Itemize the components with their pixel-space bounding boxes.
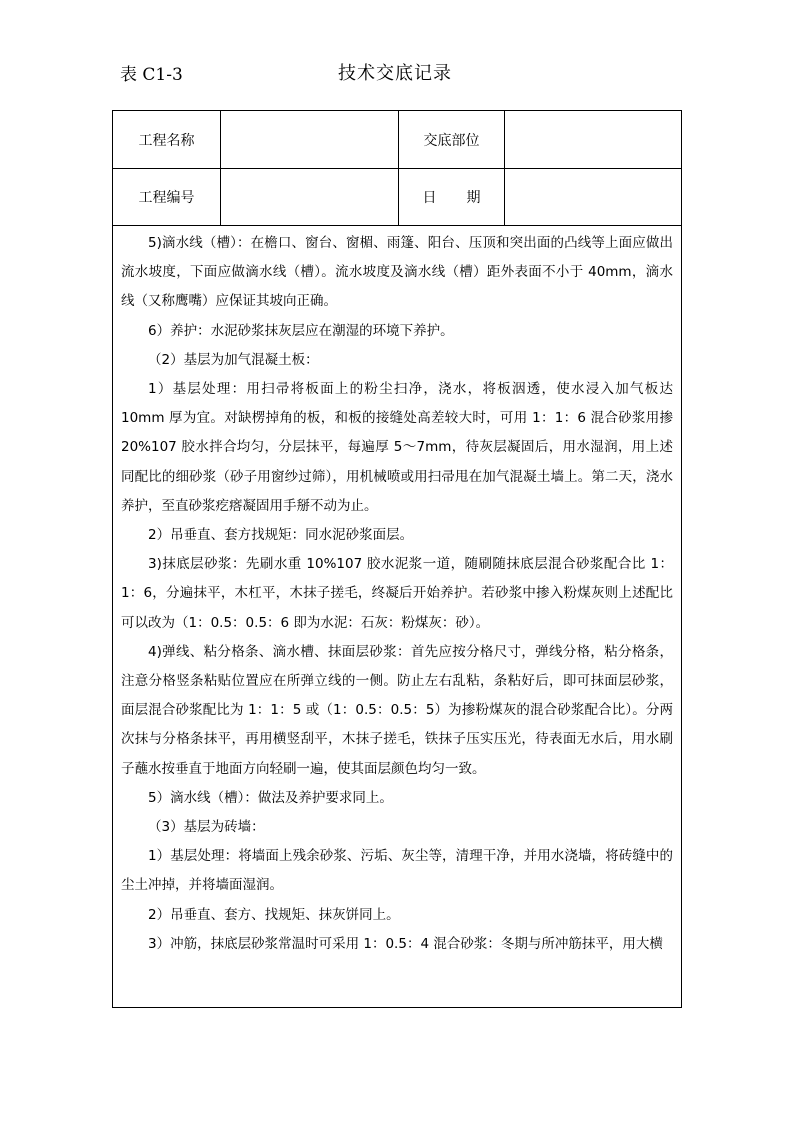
project-name-field[interactable] [221,111,399,168]
header-row-2 [113,168,681,226]
date-field[interactable] [505,168,681,225]
date-label-text: 日期 [422,189,511,206]
project-number-label: 工程编号 [113,168,221,225]
header-row-1 [113,111,681,169]
location-label: 交底部位 [399,111,505,168]
document-title: 技术交底记录 [338,63,452,84]
paragraph: （3）基层为砖墙： [148,819,265,836]
paragraph: 5)滴水线（槽）：在檐口、窗台、窗楣、雨篷、阳台、压顶和突出面的凸线等上面应做出流水坡度，下面应做滴水线（槽）。流水坡度及滴水线（槽）距外表面不小于 40mm，滴水线（又称鹰嘴）应保证其坡向正确。 [121,235,673,310]
paragraph: 1）基层处理：用扫帚将板面上的粉尘扫净，浇水，将板洇透，使水浸入加气板达 10mm 厚为宜。对缺楞掉角的板，和板的接缝处高差较大时，可用 1：1：6 混合砂浆用掺 20%107 胶水拌合均匀，分层抹平，每遍厚 5～7mm，待灰层凝固后，用水湿润，用上述同配比的细砂浆（砂子用窗纱过筛），用机械喷或用扫帚甩在加气混凝土墙上。第二天，浇水养护，至直砂浆疙瘩凝固用手掰不动为止。 [121,381,673,514]
paragraph: 5）滴水线（槽）：做法及养护要求同上。 [148,789,393,806]
paragraph: （2）基层为加气混凝土板： [148,351,319,368]
paragraph: 3）冲筋，抹底层砂浆常温时可采用 1：0.5：4 混合砂浆：冬期与所冲筋抹平，用大横 [148,935,663,952]
location-field[interactable] [505,111,681,168]
handover-form-table [112,110,682,1008]
project-name-label: 工程名称 [113,111,221,168]
paragraph: 2）吊垂直、套方、找规矩、抹灰饼同上。 [148,906,400,923]
form-code: 表 C1-3 [120,65,183,85]
paragraph: 3)抹底层砂浆：先刷水重 10%107 胶水泥浆一道，随刷随抹底层混合砂浆配合比 1：1：6，分遍抹平，木杠平，木抹子搓毛，终凝后开始养护。若砂浆中掺入粉煤灰则上述配比可以改为（1：0.5：0.5：6 即为水泥：石灰：粉煤灰：砂）。 [121,556,673,631]
paragraph: 2）吊垂直、套方找规矩：同水泥砂浆面层。 [148,527,414,544]
paragraph: 1）基层处理：将墙面上残余砂浆、污垢、灰尘等，清理干净，并用水浇墙，将砖缝中的尘土冲掉，并将墙面湿润。 [121,848,673,894]
paragraph: 4)弹线、粘分格条、滴水槽、抹面层砂浆：首先应按分格尺寸，弹线分格，粘分格条，注意分格竖条粘贴位置应在所弹立线的一侧。防止左右乱粘，条粘好后，即可抹面层砂浆，面层混合砂浆配比为 1：1：5 或（1：0.5：0.5：5）为掺粉煤灰的混合砂浆配合比）。分两次抹与分格条抹平，再用横竖刮平，木抹子搓毛，铁抹子压实压光，待表面无水后，用水刷子蘸水按垂直于地面方向轻刷一遍，使其面层颜色均匀一致。 [121,643,673,777]
paragraph: 6）养护：水泥砂浆抹灰层应在潮湿的环境下养护。 [148,322,454,339]
handover-content [121,229,673,959]
date-label [399,168,511,225]
project-number-field[interactable] [221,168,399,225]
